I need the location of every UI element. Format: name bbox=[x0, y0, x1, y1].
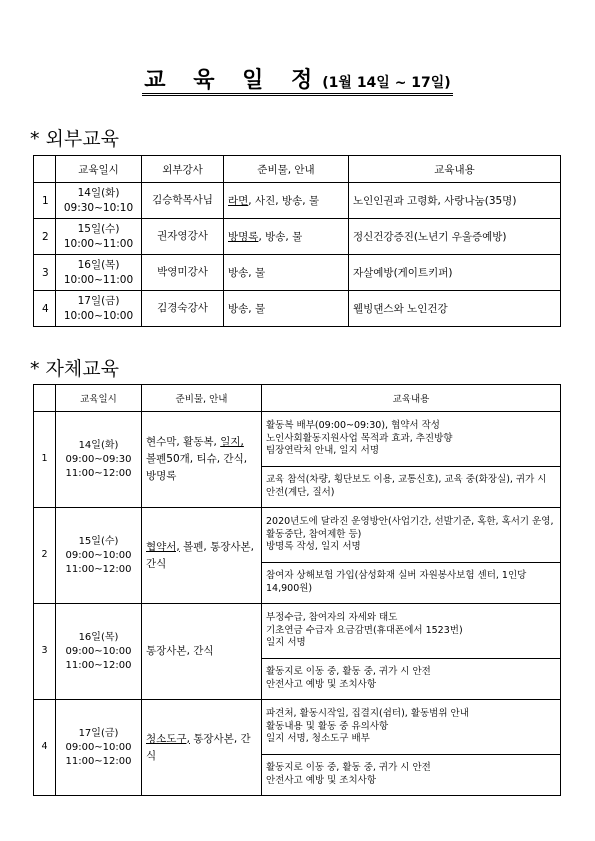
date-time: 09:00~10:00 bbox=[65, 549, 132, 561]
content-cell: 정신건강증진(노년기 우울증예방) bbox=[349, 219, 561, 255]
materials-text: 통장사본, 간식 bbox=[146, 645, 214, 658]
header-cell: 준비물, 안내 bbox=[224, 156, 349, 183]
external-education-heading: * 외부교육 bbox=[30, 128, 119, 150]
speaker-cell: 김승학목사님 bbox=[142, 183, 224, 219]
table-header-row bbox=[34, 385, 561, 412]
date-day: 14일(화) bbox=[78, 439, 119, 451]
materials-cell bbox=[142, 412, 262, 508]
row-number: 1 bbox=[34, 412, 56, 508]
title-main: 교 육 일 정 bbox=[144, 68, 323, 93]
content-line: 일지 서명 bbox=[266, 637, 306, 649]
content-cell bbox=[262, 467, 561, 508]
speaker-cell: 김경숙강사 bbox=[142, 291, 224, 327]
content-line: 활동지로 이동 중, 활동 중, 귀가 시 안전 bbox=[266, 762, 431, 774]
header-cell bbox=[34, 385, 56, 412]
header-cell: 교육일시 bbox=[56, 156, 142, 183]
header-cell: 교육내용 bbox=[349, 156, 561, 183]
header-cell: 외부강사 bbox=[142, 156, 224, 183]
date-time: 09:30~10:10 bbox=[63, 201, 134, 214]
content-cell: 노인인권과 고령화, 사랑나눔(35명) bbox=[349, 183, 561, 219]
row-number: 1 bbox=[34, 183, 56, 219]
external-education-table bbox=[33, 155, 561, 327]
materials-text: 현수막, 활동복, bbox=[146, 436, 221, 449]
content-line: 2020년도에 달라진 운영방안(사업기간, 선발기준, 혹한, 혹서기 운영, 활동중단, 참여제한 등) bbox=[266, 515, 554, 540]
content-line: 안전사고 예방 및 조치사항 bbox=[266, 775, 377, 786]
header-cell: 교육일시 bbox=[56, 385, 142, 412]
header-cell: 교육내용 bbox=[262, 385, 561, 412]
table-row bbox=[34, 604, 561, 659]
table-row bbox=[34, 255, 561, 291]
content-cell bbox=[262, 604, 561, 659]
content-line: 안전사고 예방 및 조치사항 bbox=[266, 679, 377, 690]
content-cell bbox=[262, 412, 561, 467]
content-line: 기초연금 수급자 요금감면(휴대폰에서 1523번) bbox=[266, 624, 463, 636]
content-line: 활동복 배부(09:00~09:30), 협약서 작성 bbox=[266, 419, 440, 431]
date-cell bbox=[56, 508, 142, 604]
materials-underlined: 협약서, bbox=[146, 540, 180, 553]
materials-text: 방송, 물 bbox=[228, 303, 266, 315]
materials-underlined: 청소도구, bbox=[146, 732, 190, 745]
date-day: 15일(수) bbox=[77, 223, 120, 236]
date-day: 14일(화) bbox=[77, 187, 120, 200]
content-line: 일지 서명, 청소도구 배부 bbox=[266, 733, 370, 745]
row-number: 3 bbox=[34, 604, 56, 700]
date-time: 11:00~12:00 bbox=[65, 659, 132, 671]
materials-cell bbox=[142, 604, 262, 700]
header-cell bbox=[34, 156, 56, 183]
row-number: 2 bbox=[34, 219, 56, 255]
date-cell bbox=[56, 700, 142, 796]
content-line: 활동내용 및 활동 중 유의사항 bbox=[266, 720, 389, 732]
materials-text: 볼펜, 통장사본, 간식 bbox=[146, 540, 254, 570]
materials-text: 볼펜50개, 티슈, 간식, 방명록 bbox=[146, 453, 248, 482]
materials-text: 방송, 물 bbox=[228, 267, 266, 279]
table-row bbox=[34, 508, 561, 563]
speaker-cell: 권자영강사 bbox=[142, 219, 224, 255]
title-date-range: (1월 14일 ~ 17일) bbox=[322, 75, 451, 91]
materials-text: , 방송, 물 bbox=[258, 231, 303, 243]
date-cell bbox=[56, 219, 142, 255]
table-row bbox=[34, 183, 561, 219]
date-time: 10:00~11:00 bbox=[63, 237, 134, 250]
date-time: 11:00~12:00 bbox=[65, 467, 132, 479]
materials-text: , 사진, 방송, 물 bbox=[248, 195, 320, 207]
content-line: 활동지로 이동 중, 활동 중, 귀가 시 안전 bbox=[266, 666, 431, 678]
table-header-row bbox=[34, 156, 561, 183]
date-cell bbox=[56, 183, 142, 219]
table-row bbox=[34, 700, 561, 755]
document-title bbox=[0, 70, 595, 96]
date-day: 17일(금) bbox=[77, 295, 120, 308]
content-line: 부정수급, 참여자의 자세와 태도 bbox=[266, 611, 398, 623]
materials-cell bbox=[224, 291, 349, 327]
content-line: 방명록 작성, 일지 서명 bbox=[266, 541, 361, 553]
content-cell: 웰빙댄스와 노인건강 bbox=[349, 291, 561, 327]
date-time: 11:00~12:00 bbox=[65, 563, 132, 575]
content-cell bbox=[262, 700, 561, 755]
title-underline bbox=[142, 70, 452, 96]
date-day: 16일(목) bbox=[77, 259, 120, 272]
content-cell bbox=[262, 755, 561, 796]
internal-education-table bbox=[33, 384, 561, 796]
table-row bbox=[34, 412, 561, 467]
content-cell bbox=[262, 563, 561, 604]
materials-cell bbox=[224, 219, 349, 255]
header-cell: 준비물, 안내 bbox=[142, 385, 262, 412]
row-number: 4 bbox=[34, 291, 56, 327]
date-time: 10:00~11:00 bbox=[63, 273, 134, 286]
materials-text: 통장사본, 간식 bbox=[146, 732, 251, 762]
row-number: 2 bbox=[34, 508, 56, 604]
date-cell bbox=[56, 412, 142, 508]
content-cell bbox=[262, 508, 561, 563]
materials-cell bbox=[142, 700, 262, 796]
materials-underlined: 방명록 bbox=[228, 231, 259, 243]
date-day: 17일(금) bbox=[78, 727, 119, 739]
materials-underlined: 라면 bbox=[228, 195, 249, 207]
internal-education-heading: * 자체교육 bbox=[30, 358, 119, 380]
content-line: 참여자 상해보험 가입(삼성화재 실버 자원봉사보험 센터, 1인당 14,900원) bbox=[266, 570, 527, 594]
date-time: 10:00~10:00 bbox=[63, 309, 134, 322]
row-number: 4 bbox=[34, 700, 56, 796]
date-cell bbox=[56, 291, 142, 327]
date-day: 16일(목) bbox=[78, 631, 119, 643]
table-row bbox=[34, 219, 561, 255]
speaker-cell: 박영미강사 bbox=[142, 255, 224, 291]
materials-underlined: 일지, bbox=[220, 436, 244, 449]
table-row bbox=[34, 291, 561, 327]
materials-cell bbox=[142, 508, 262, 604]
date-cell bbox=[56, 255, 142, 291]
content-line: 파견처, 활동시작일, 집결지(쉼터), 활동범위 안내 bbox=[266, 707, 469, 719]
date-cell bbox=[56, 604, 142, 700]
content-cell bbox=[262, 659, 561, 700]
date-day: 15일(수) bbox=[78, 535, 119, 547]
date-time: 09:00~09:30 bbox=[65, 453, 132, 465]
date-time: 11:00~12:00 bbox=[65, 755, 132, 767]
content-cell: 자살예방(게이트키퍼) bbox=[349, 255, 561, 291]
date-time: 09:00~10:00 bbox=[65, 741, 132, 753]
content-line: 팀장연락처 안내, 일지 서명 bbox=[266, 445, 380, 457]
content-line: 노인사회활동지원사업 목적과 효과, 추진방향 bbox=[266, 432, 453, 444]
date-time: 09:00~10:00 bbox=[65, 645, 132, 657]
materials-cell bbox=[224, 255, 349, 291]
content-line: 교육 참석(차량, 횡단보도 이용, 교통신호), 교육 중(화장실), 귀가 시 안전(계단, 질서) bbox=[266, 474, 547, 498]
row-number: 3 bbox=[34, 255, 56, 291]
materials-cell bbox=[224, 183, 349, 219]
